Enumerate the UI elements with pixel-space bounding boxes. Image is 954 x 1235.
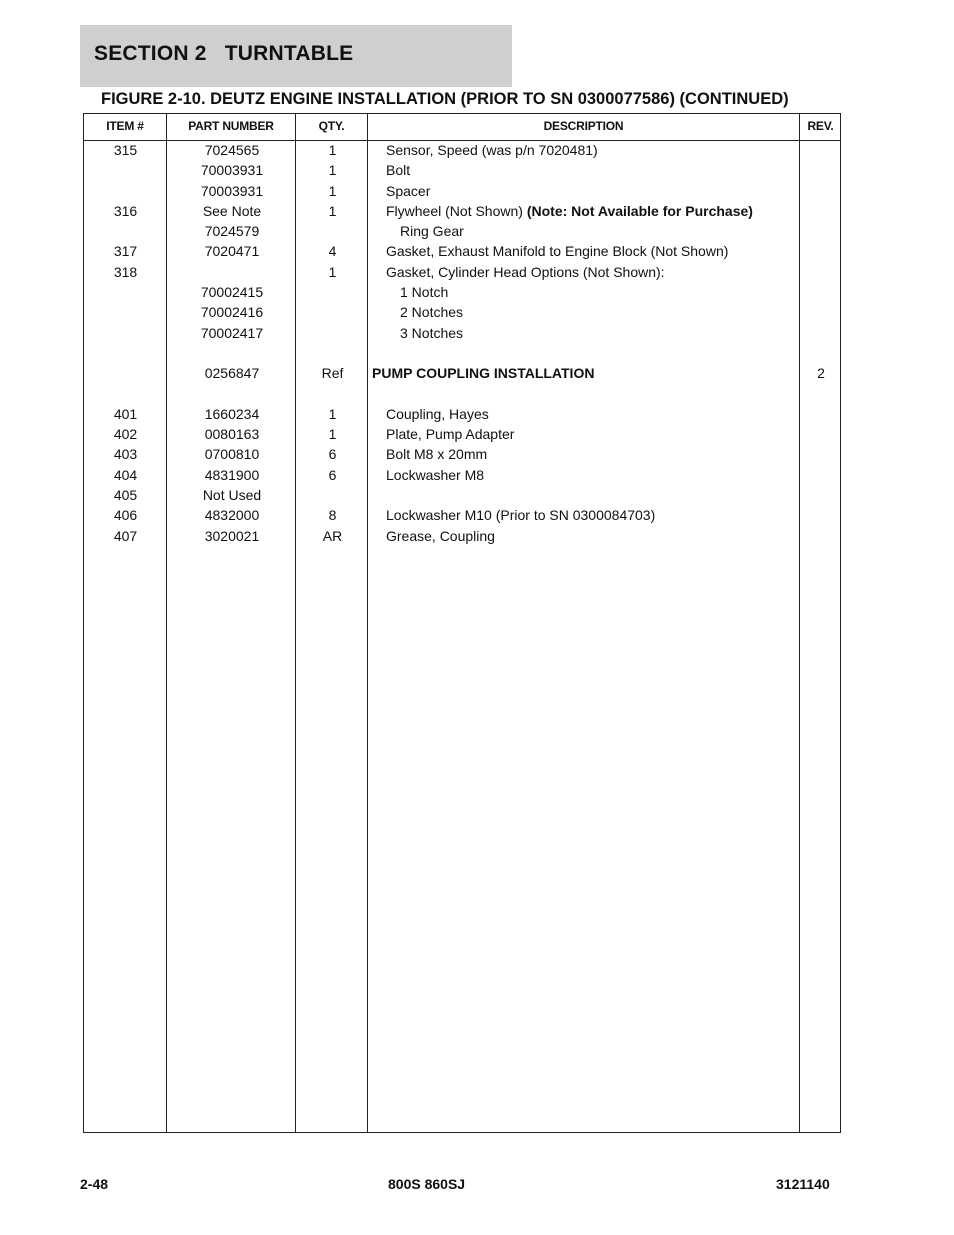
description [386,505,655,525]
footer-doc-number: 3121140 [776,1176,830,1192]
item-number: 403 [113,446,138,463]
quantity: 1 [328,263,337,280]
description-text: Ring Gear [400,223,464,240]
header-part-number: PART NUMBER [188,119,274,133]
quantity: AR [322,527,343,544]
part-number: 70003931 [200,182,264,199]
description [386,241,728,261]
description [386,444,487,464]
description [386,465,484,485]
table-row [84,384,840,404]
description [400,282,448,302]
section-title: SECTION 2 TURNTABLE [94,42,354,65]
section-banner [80,25,512,87]
header-qty: QTY. [318,119,345,133]
description-text: 3 Notches [400,324,464,341]
table-body [84,140,840,546]
description-text: Lockwasher M8 [386,466,485,483]
description-text: Gasket, Exhaust Manifold to Engine Block (Not Shown) [386,243,729,260]
quantity: 1 [328,202,337,219]
item-number: 406 [113,507,138,524]
description-text: 2 Notches [400,304,464,321]
part-number: Not Used [202,487,262,504]
item-number: 402 [113,426,138,443]
description-text: Coupling, Hayes [386,405,489,422]
description-text: Spacer [386,182,431,199]
description [386,262,665,282]
description-text: Flywheel (Not Shown) [386,202,527,219]
item-number: 405 [113,487,138,504]
table-row [84,282,840,302]
table-row [84,404,840,424]
table-row [84,302,840,322]
description [386,160,410,180]
header-item: ITEM # [106,119,144,133]
table-row [84,160,840,180]
part-number: 0700810 [204,446,260,463]
part-number: 7020471 [204,243,260,260]
item-number: 401 [113,405,138,422]
table-row [84,363,840,383]
description-text: Plate, Pump Adapter [386,426,515,443]
parts-table [83,113,841,1133]
description-text: Grease, Coupling [386,527,495,544]
quantity: 1 [328,426,337,443]
description [400,323,463,343]
quantity: 8 [328,507,337,524]
table-row [84,140,840,160]
part-number: 0256847 [204,365,260,382]
part-number: 3020021 [204,527,260,544]
quantity: 6 [328,446,337,463]
footer-model: 800S 860SJ [388,1176,466,1192]
table-row [84,424,840,444]
table-row [84,526,840,546]
table-row [84,444,840,464]
description [372,363,594,383]
part-number: 4832000 [204,507,260,524]
table-row [84,343,840,363]
header-rev: REV. [807,119,834,133]
description [386,140,598,160]
quantity: 1 [328,405,337,422]
description [400,221,464,241]
figure-title: FIGURE 2-10. DEUTZ ENGINE INSTALLATION (PRIOR TO SN 0300077586) (CONTINUED) [101,90,789,108]
table-row [84,201,840,221]
description [386,404,489,424]
description-note: (Note: Not Available for Purchase) [526,202,753,219]
table-row [84,485,840,505]
item-number: 404 [113,466,138,483]
quantity: 1 [328,182,337,199]
item-number: 407 [113,527,138,544]
description-text: 1 Notch [400,284,449,301]
item-number: 318 [113,263,138,280]
quantity: 6 [328,466,337,483]
part-number: 70002416 [200,304,264,321]
part-number: See Note [202,202,262,219]
part-number: 1660234 [204,405,260,422]
quantity: 1 [328,142,337,158]
table-row [84,221,840,241]
table-row [84,323,840,343]
description [386,201,753,221]
description-text: Gasket, Cylinder Head Options (Not Shown): [386,263,665,280]
description [386,526,495,546]
revision: 2 [817,365,825,382]
description-text: Bolt M8 x 20mm [386,446,488,463]
footer-page-number: 2-48 [80,1176,109,1192]
part-number: 0080163 [204,426,260,443]
description [386,424,514,444]
quantity: Ref [321,365,344,382]
table-header [84,114,840,141]
quantity: 4 [328,243,337,260]
part-number: 70002415 [200,284,264,301]
part-number: 7024579 [204,223,260,240]
part-number: 70002417 [200,324,264,341]
header-description: DESCRIPTION [543,119,624,133]
description-text: Sensor, Speed (was p/n 7020481) [386,142,598,158]
table-row [84,241,840,261]
quantity: 1 [328,162,337,179]
table-row [84,505,840,525]
item-number: 315 [113,142,138,158]
part-number: 70003931 [200,162,264,179]
description-text: PUMP COUPLING INSTALLATION [372,365,595,382]
description-text: Bolt [386,162,411,179]
table-row [84,262,840,282]
part-number: 7024565 [204,142,260,158]
description [400,302,463,322]
item-number: 316 [113,202,138,219]
description [386,181,430,201]
part-number: 4831900 [204,466,260,483]
table-row [84,465,840,485]
item-number: 317 [113,243,138,260]
description-text: Lockwasher M10 (Prior to SN 0300084703) [386,507,656,524]
table-row [84,181,840,201]
